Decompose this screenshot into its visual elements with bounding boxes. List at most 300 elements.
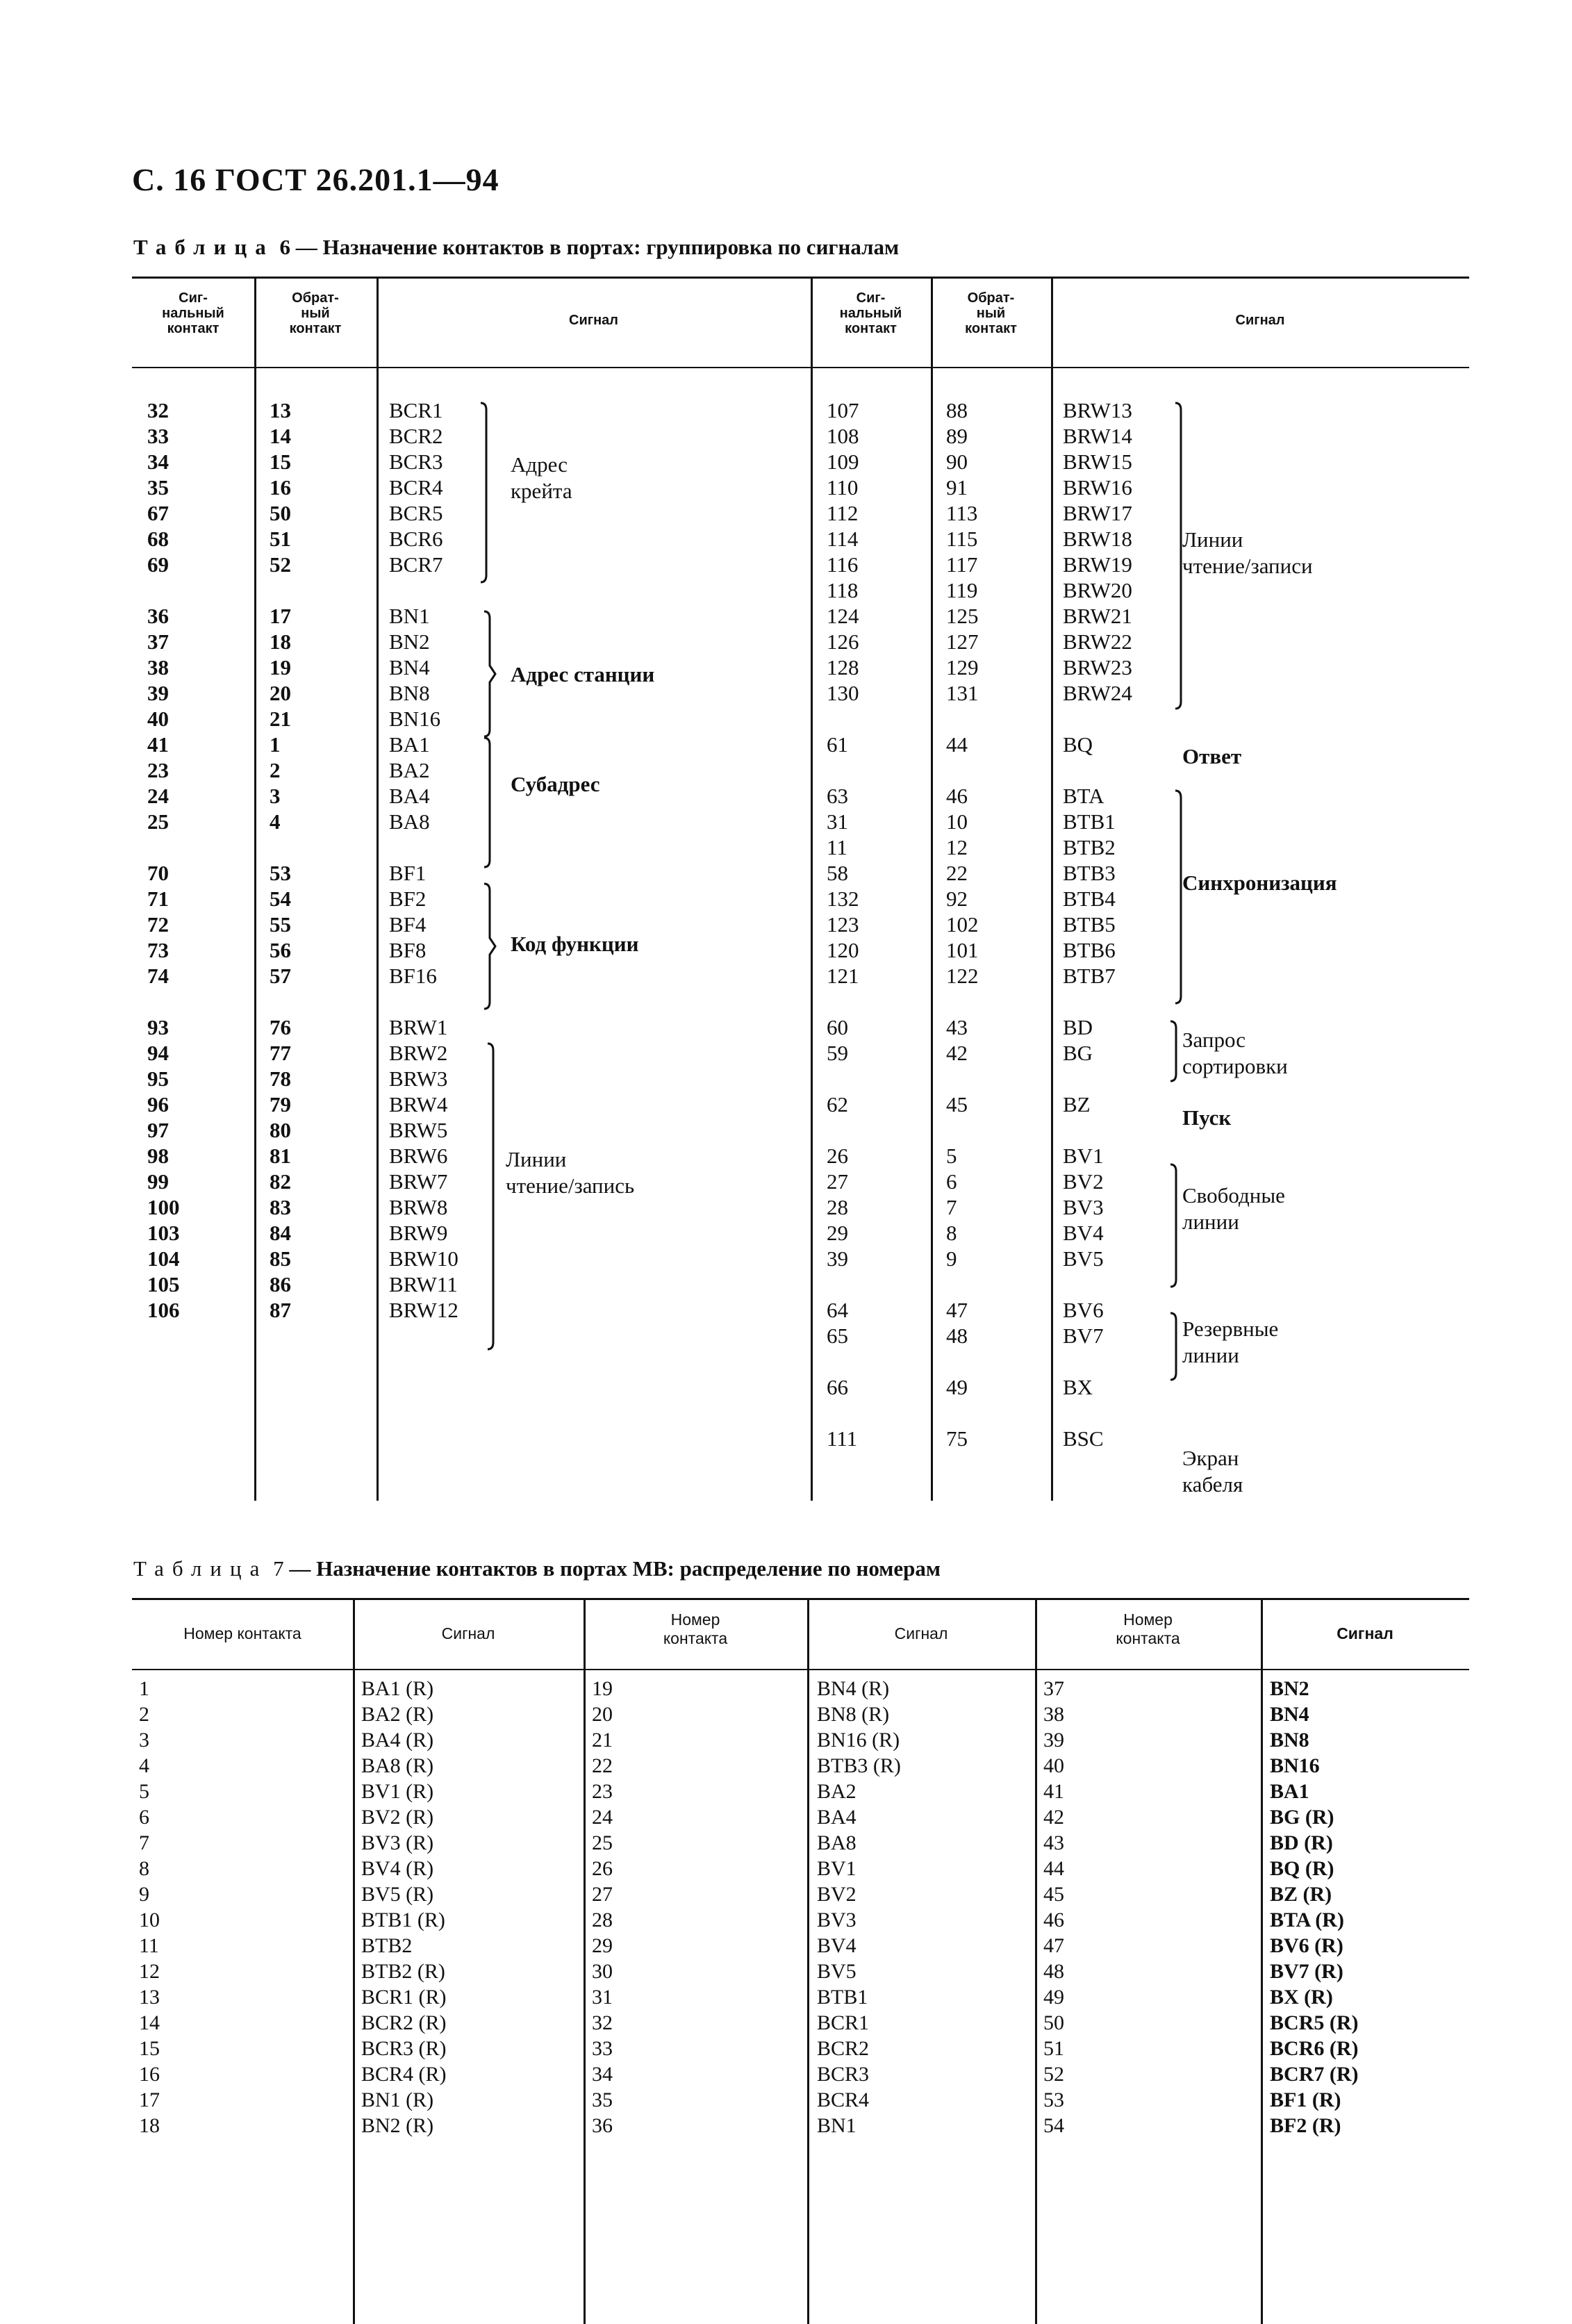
group-start: Пуск (1182, 1105, 1232, 1130)
group-crate-address: Адрес крейта (511, 452, 572, 503)
signal-name: BTB7 (1063, 964, 1116, 988)
return-contact: 52 (270, 552, 291, 577)
signal-name: BN1 (R) (361, 2088, 434, 2111)
signal-name: BTB1 (1063, 809, 1116, 834)
signal-name: BCR2 (389, 424, 443, 448)
return-contact: 86 (270, 1272, 291, 1296)
bracket-subaddress (483, 736, 497, 868)
signal-contact: 103 (147, 1221, 180, 1245)
group-rw-lines-right: Линии чтение/записи (1182, 527, 1313, 578)
signal-contact: 66 (827, 1375, 848, 1399)
signal-name: BV4 (R) (361, 1857, 434, 1880)
signal-name: BZ (R) (1270, 1883, 1332, 1906)
signal-name: BA4 (389, 784, 430, 808)
signal-name: BV2 (817, 1883, 857, 1906)
return-contact: 12 (946, 835, 968, 859)
return-contact: 22 (946, 861, 968, 885)
signal-contact: 39 (147, 681, 169, 705)
contact-number: 30 (592, 1960, 613, 1983)
return-contact: 119 (946, 578, 978, 602)
return-contact: 113 (946, 501, 978, 525)
contact-number: 44 (1043, 1857, 1064, 1880)
signal-name: BA4 (R) (361, 1729, 434, 1752)
signal-contact: 65 (827, 1324, 848, 1348)
t7-col1-numbers (139, 1676, 160, 2138)
t6-header-signal-left: Сигнал (569, 313, 618, 328)
return-contact: 75 (946, 1426, 968, 1451)
t6-header-return-contact-right: Обрат- ный контакт (965, 290, 1017, 336)
signal-contact: 120 (827, 938, 859, 962)
signal-contact: 38 (147, 655, 169, 679)
signal-name: BV3 (1063, 1195, 1104, 1219)
contact-number: 5 (139, 1780, 149, 1803)
table6-caption-num: 6 (279, 235, 290, 259)
signal-name: BN1 (389, 604, 430, 628)
signal-name: BTB5 (1063, 912, 1116, 937)
return-contact: 55 (270, 912, 291, 937)
signal-contact: 67 (147, 501, 169, 525)
signal-name: BA2 (389, 758, 430, 782)
signal-contact: 95 (147, 1066, 169, 1091)
signal-name: BV7 (R) (1270, 1960, 1343, 1983)
signal-name: BTB4 (1063, 887, 1116, 911)
return-contact: 16 (270, 475, 291, 500)
signal-name: BX (1063, 1375, 1093, 1399)
return-contact: 47 (946, 1298, 968, 1322)
signal-contact: 32 (147, 398, 169, 422)
signal-name: BN4 (R) (817, 1677, 890, 1700)
signal-contact: 40 (147, 707, 169, 731)
signal-contact: 29 (827, 1221, 848, 1245)
table7-caption-text: — Назначение контактов в портах МВ: распределение по номерам (289, 1556, 941, 1581)
signal-name: BRW3 (389, 1066, 448, 1091)
contact-number: 49 (1043, 1986, 1064, 2009)
signal-name: BRW9 (389, 1221, 448, 1245)
signal-name: BV1 (1063, 1144, 1104, 1168)
signal-name: BX (R) (1270, 1986, 1333, 2009)
contact-number: 36 (592, 2114, 613, 2137)
return-contact: 122 (946, 964, 979, 988)
t6-header-signal-right: Сигнал (1235, 313, 1285, 328)
signal-name: BQ (R) (1270, 1857, 1334, 1880)
signal-name: BTB6 (1063, 938, 1116, 962)
t7-col1-signals (361, 1676, 447, 2138)
group-station-address: Адрес станции (511, 662, 655, 686)
group-free-lines: Свободные линии (1182, 1183, 1285, 1234)
signal-contact: 124 (827, 604, 859, 628)
bracket-sync (1174, 789, 1188, 1005)
return-contact: 82 (270, 1169, 291, 1194)
bracket-reserve-lines (1169, 1312, 1183, 1381)
signal-name: BRW7 (389, 1169, 448, 1194)
t6-left-signals (389, 397, 458, 1323)
signal-contact: 109 (827, 450, 859, 474)
signal-name: BRW8 (389, 1195, 448, 1219)
signal-name: BRW15 (1063, 450, 1132, 474)
return-contact: 85 (270, 1246, 291, 1271)
t6-left-signal-contacts (147, 397, 180, 1323)
contact-number: 50 (1043, 2011, 1064, 2034)
page-header: С. 16 ГОСТ 26.201.1—94 (132, 162, 499, 197)
contact-number: 17 (139, 2088, 160, 2111)
signal-name: BQ (1063, 732, 1093, 757)
contact-number: 38 (1043, 1703, 1064, 1726)
contact-number: 53 (1043, 2088, 1064, 2111)
bracket-function-code (483, 882, 504, 1011)
signal-name: BN16 (R) (817, 1729, 900, 1752)
return-contact: 127 (946, 629, 979, 654)
return-contact: 88 (946, 398, 968, 422)
table7-caption (133, 1556, 941, 1581)
signal-contact: 24 (147, 784, 169, 808)
signal-name: BCR1 (389, 398, 443, 422)
signal-contact: 108 (827, 424, 859, 448)
signal-name: BN2 (R) (361, 2114, 434, 2137)
signal-name: BRW19 (1063, 552, 1132, 577)
signal-name: BV5 (R) (361, 1883, 434, 1906)
signal-contact: 110 (827, 475, 859, 500)
signal-name: BA1 (R) (361, 1677, 434, 1700)
signal-contact: 61 (827, 732, 848, 757)
return-contact: 46 (946, 784, 968, 808)
signal-contact: 62 (827, 1092, 848, 1116)
contact-number: 27 (592, 1883, 613, 1906)
signal-name: BN16 (1270, 1754, 1320, 1777)
signal-name: BN8 (R) (817, 1703, 890, 1726)
signal-name: BF2 (R) (1270, 2114, 1341, 2137)
return-contact: 77 (270, 1041, 291, 1065)
signal-name: BA8 (389, 809, 430, 834)
signal-name: BF1 (R) (1270, 2088, 1341, 2111)
group-sort-request: Запрос сортировки (1182, 1028, 1288, 1078)
signal-contact: 69 (147, 552, 169, 577)
signal-name: BD (1063, 1015, 1093, 1039)
signal-name: BF4 (389, 912, 427, 937)
signal-contact: 70 (147, 861, 169, 885)
return-contact: 84 (270, 1221, 291, 1245)
signal-name: BV2 (1063, 1169, 1104, 1194)
contact-number: 20 (592, 1703, 613, 1726)
return-contact: 117 (946, 552, 978, 577)
signal-name: BN2 (389, 629, 430, 654)
return-contact: 76 (270, 1015, 291, 1039)
contact-number: 2 (139, 1703, 149, 1726)
table6-caption-text: — Назначение контактов в портах: группировка по сигналам (295, 235, 900, 259)
contact-number: 26 (592, 1857, 613, 1880)
contact-number: 22 (592, 1754, 613, 1777)
signal-contact: 68 (147, 527, 169, 551)
signal-name: BN1 (817, 2114, 857, 2137)
signal-contact: 128 (827, 655, 859, 679)
signal-name: BA4 (817, 1806, 857, 1829)
contact-number: 52 (1043, 2063, 1064, 2086)
contact-number: 54 (1043, 2114, 1064, 2137)
return-contact: 8 (946, 1221, 957, 1245)
contact-number: 43 (1043, 1831, 1064, 1854)
contact-number: 51 (1043, 2037, 1064, 2060)
signal-contact: 35 (147, 475, 169, 500)
return-contact: 53 (270, 861, 291, 885)
signal-contact: 39 (827, 1246, 848, 1271)
signal-name: BCR4 (R) (361, 2063, 447, 2086)
signal-name: BTB1 (R) (361, 1909, 445, 1931)
return-contact: 3 (270, 784, 281, 808)
return-contact: 78 (270, 1066, 291, 1091)
signal-contact: 107 (827, 398, 859, 422)
return-contact: 51 (270, 527, 291, 551)
signal-name: BN8 (1270, 1729, 1309, 1752)
return-contact: 45 (946, 1092, 968, 1116)
signal-contact: 105 (147, 1272, 180, 1296)
contact-number: 21 (592, 1729, 613, 1752)
signal-name: BG (R) (1270, 1806, 1334, 1829)
group-rw-lines-left: Линии чтение/запись (506, 1147, 635, 1198)
signal-contact: 112 (827, 501, 859, 525)
return-contact: 13 (270, 398, 291, 422)
t6-header-return-contact-left: Обрат- ный контакт (289, 290, 342, 336)
signal-contact: 36 (147, 604, 169, 628)
signal-contact: 71 (147, 887, 169, 911)
return-contact: 129 (946, 655, 979, 679)
return-contact: 90 (946, 450, 968, 474)
contact-number: 18 (139, 2114, 160, 2137)
signal-contact: 27 (827, 1169, 848, 1194)
signal-name: BTA (1063, 784, 1104, 808)
signal-name: BF1 (389, 861, 427, 885)
return-contact: 79 (270, 1092, 291, 1116)
signal-contact: 106 (147, 1298, 180, 1322)
signal-contact: 33 (147, 424, 169, 448)
return-contact: 19 (270, 655, 291, 679)
return-contact: 80 (270, 1118, 291, 1142)
signal-name: BCR2 (817, 2037, 870, 2060)
contact-number: 1 (139, 1677, 149, 1700)
signal-name: BF2 (389, 887, 427, 911)
signal-name: BSC (1063, 1426, 1104, 1451)
signal-name: BV4 (1063, 1221, 1104, 1245)
bracket-rw-lines-left (486, 1042, 500, 1351)
contact-number: 13 (139, 1986, 160, 2009)
signal-name: BRW10 (389, 1246, 458, 1271)
t6-left-return-contacts (270, 397, 291, 1323)
signal-name: BRW6 (389, 1144, 448, 1168)
signal-name: BRW14 (1063, 424, 1132, 448)
signal-contact: 126 (827, 629, 859, 654)
signal-name: BN8 (389, 681, 430, 705)
signal-name: BV3 (R) (361, 1831, 434, 1854)
signal-contact: 114 (827, 527, 859, 551)
signal-contact: 73 (147, 938, 169, 962)
return-contact: 20 (270, 681, 291, 705)
contact-number: 16 (139, 2063, 160, 2086)
return-contact: 4 (270, 809, 281, 834)
bracket-station-address (483, 610, 504, 739)
return-contact: 42 (946, 1041, 968, 1065)
signal-contact: 74 (147, 964, 169, 988)
signal-contact: 99 (147, 1169, 169, 1194)
return-contact: 102 (946, 912, 979, 937)
return-contact: 5 (946, 1144, 957, 1168)
signal-name: BV6 (1063, 1298, 1104, 1322)
signal-name: BTB2 (1063, 835, 1116, 859)
t7-col2-signals (817, 1676, 901, 2138)
signal-name: BA8 (R) (361, 1754, 434, 1777)
signal-contact: 63 (827, 784, 848, 808)
contact-number: 7 (139, 1831, 149, 1854)
signal-name: BCR1 (R) (361, 1986, 447, 2009)
signal-name: BV6 (R) (1270, 1934, 1343, 1957)
table7-caption-num: 7 (273, 1556, 284, 1581)
signal-name: BG (1063, 1041, 1093, 1065)
contact-number: 14 (139, 2011, 160, 2034)
t7-header-contact-2: Номер контакта (663, 1610, 728, 1647)
signal-contact: 96 (147, 1092, 169, 1116)
t7-header-contact-3: Номер контакта (1116, 1610, 1180, 1647)
contact-number: 15 (139, 2037, 160, 2060)
signal-contact: 118 (827, 578, 859, 602)
contact-number: 48 (1043, 1960, 1064, 1983)
signal-name: BTB1 (817, 1986, 868, 2009)
signal-contact: 31 (827, 809, 848, 834)
signal-name: BA8 (817, 1831, 857, 1854)
signal-name: BCR6 (389, 527, 443, 551)
signal-name: BN4 (389, 655, 430, 679)
signal-name: BRW22 (1063, 629, 1132, 654)
signal-contact: 104 (147, 1246, 180, 1271)
group-subaddress: Субадрес (511, 772, 600, 796)
group-answer: Ответ (1182, 744, 1242, 768)
contact-number: 41 (1043, 1780, 1064, 1803)
signal-name: BRW16 (1063, 475, 1132, 500)
signal-name: BZ (1063, 1092, 1091, 1116)
signal-name: BV5 (817, 1960, 857, 1983)
signal-contact: 116 (827, 552, 859, 577)
contact-number: 42 (1043, 1806, 1064, 1829)
group-function-code: Код функции (511, 932, 639, 956)
t6-header-signal-contact-right: Сиг- нальный контакт (839, 290, 902, 336)
contact-number: 11 (139, 1934, 159, 1957)
signal-name: BA1 (1270, 1780, 1309, 1803)
signal-name: BRW11 (389, 1272, 458, 1296)
signal-contact: 34 (147, 450, 169, 474)
contact-number: 46 (1043, 1909, 1064, 1931)
return-contact: 89 (946, 424, 968, 448)
signal-contact: 93 (147, 1015, 169, 1039)
signal-name: BCR7 (389, 552, 443, 577)
signal-contact: 37 (147, 629, 169, 654)
contact-number: 28 (592, 1909, 613, 1931)
signal-name: BA1 (389, 732, 430, 757)
return-contact: 81 (270, 1144, 291, 1168)
signal-name: BRW23 (1063, 655, 1132, 679)
signal-name: BV2 (R) (361, 1806, 434, 1829)
bracket-free-lines (1169, 1163, 1183, 1288)
signal-name: BCR3 (R) (361, 2037, 447, 2060)
return-contact: 21 (270, 707, 291, 731)
signal-name: BRW18 (1063, 527, 1132, 551)
contact-number: 45 (1043, 1883, 1064, 1906)
t7-col3-signals (1270, 1676, 1359, 2138)
signal-name: BCR2 (R) (361, 2011, 447, 2034)
t7-header-signal-2: Сигнал (894, 1624, 948, 1642)
return-contact: 17 (270, 604, 291, 628)
signal-contact: 28 (827, 1195, 848, 1219)
table6-caption (133, 235, 899, 260)
signal-name: BCR3 (389, 450, 443, 474)
contact-number: 23 (592, 1780, 613, 1803)
group-reserve-lines: Резервные линии (1182, 1317, 1279, 1367)
contact-number: 24 (592, 1806, 613, 1829)
contact-number: 39 (1043, 1729, 1064, 1752)
contact-number: 19 (592, 1677, 613, 1700)
contact-number: 34 (592, 2063, 613, 2086)
signal-name: BCR7 (R) (1270, 2063, 1359, 2086)
signal-name: BTA (R) (1270, 1909, 1344, 1931)
group-cable-screen: Экран кабеля (1182, 1446, 1243, 1497)
contact-number: 33 (592, 2037, 613, 2060)
signal-name: BTB3 (1063, 861, 1116, 885)
signal-contact: 59 (827, 1041, 848, 1065)
group-sync: Синхронизация (1182, 871, 1337, 895)
contact-number: 31 (592, 1986, 613, 2009)
signal-name: BTB2 (361, 1934, 413, 1957)
signal-name: BN4 (1270, 1703, 1309, 1726)
return-contact: 49 (946, 1375, 968, 1399)
signal-name: BCR3 (817, 2063, 870, 2086)
signal-name: BCR4 (817, 2088, 870, 2111)
contact-number: 40 (1043, 1754, 1064, 1777)
return-contact: 50 (270, 501, 291, 525)
return-contact: 10 (946, 809, 968, 834)
contact-number: 32 (592, 2011, 613, 2034)
signal-name: BV7 (1063, 1324, 1104, 1348)
signal-contact: 121 (827, 964, 859, 988)
signal-contact: 11 (827, 835, 847, 859)
return-contact: 83 (270, 1195, 291, 1219)
contact-number: 29 (592, 1934, 613, 1957)
table6-caption-label: Таблица (133, 235, 274, 259)
contact-number: 6 (139, 1806, 149, 1829)
signal-contact: 23 (147, 758, 169, 782)
table7-caption-label: Таблица (133, 1556, 268, 1581)
t7-col3-numbers (1043, 1676, 1064, 2138)
signal-contact: 58 (827, 861, 848, 885)
signal-name: BTB2 (R) (361, 1960, 445, 1983)
return-contact: 92 (946, 887, 968, 911)
signal-name: BRW1 (389, 1015, 448, 1039)
signal-name: BRW4 (389, 1092, 448, 1116)
return-contact: 2 (270, 758, 281, 782)
return-contact: 54 (270, 887, 291, 911)
return-contact: 15 (270, 450, 291, 474)
signal-name: BV4 (817, 1934, 857, 1957)
t6-right-signal-contacts (827, 397, 859, 1451)
signal-contact: 25 (147, 809, 169, 834)
t7-header-signal-1: Сигнал (441, 1624, 495, 1642)
t7-col2-numbers (592, 1676, 613, 2138)
signal-contact: 97 (147, 1118, 169, 1142)
signal-name: BA2 (R) (361, 1703, 434, 1726)
return-contact: 56 (270, 938, 291, 962)
signal-name: BD (R) (1270, 1831, 1333, 1854)
signal-contact: 64 (827, 1298, 848, 1322)
signal-contact: 26 (827, 1144, 848, 1168)
signal-name: BV5 (1063, 1246, 1104, 1271)
signal-name: BRW13 (1063, 398, 1132, 422)
signal-name: BN16 (389, 707, 441, 731)
signal-name: BF16 (389, 964, 437, 988)
signal-name: BN2 (1270, 1677, 1309, 1700)
